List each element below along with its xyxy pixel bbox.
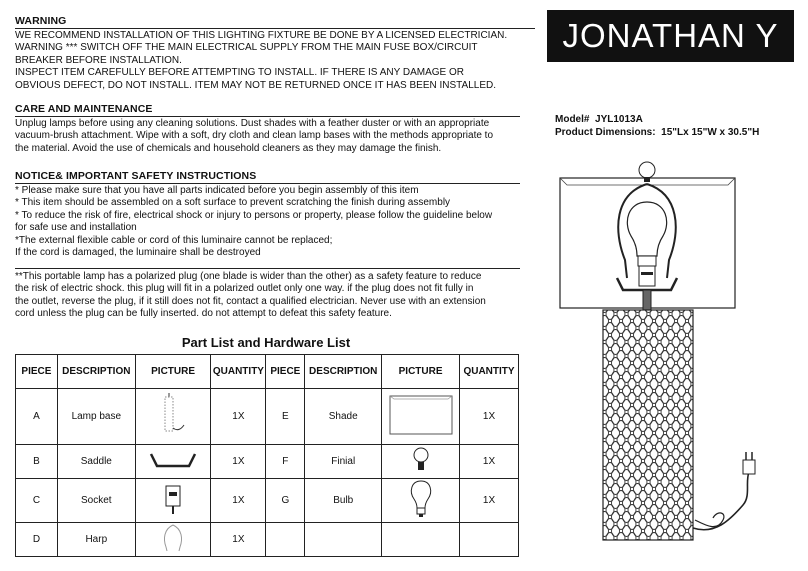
parts-title: Part List and Hardware List: [181, 335, 351, 350]
lamp-base-icon: [158, 392, 188, 438]
care-text: [15, 118, 493, 155]
col-header: QUANTITY: [460, 355, 519, 389]
description-cell: Shade: [305, 389, 382, 445]
warning-text: [15, 30, 507, 92]
description-cell: Finial: [305, 445, 382, 479]
col-header: PICTURE: [135, 355, 211, 389]
care-line: Unplug lamps before using any cleaning solutions. Dust shades with a feather duster or with an appropriate: [15, 118, 490, 129]
socket-icon: [163, 482, 183, 516]
warning-line: OBVIOUS DEFECT, DO NOT INSTALL. ITEM MAY NOT BE RETURNED ONCE IT HAS BEEN INSTALLED.: [15, 79, 497, 91]
plug-line: the outlet, reverse the plug, if it still does not fit, contact a qualified electrician. Never use with an extension: [15, 295, 486, 307]
description-cell: Harp: [57, 523, 135, 557]
care-heading: CARE AND MAINTENANCE: [15, 103, 153, 115]
safety-line: If the cord is damaged, the luminaire shall be destroyed: [15, 247, 261, 259]
piece-cell: [266, 523, 305, 557]
warning-line: BREAKER BEFORE INSTALLATION.: [15, 54, 182, 66]
description-cell: Saddle: [57, 445, 135, 479]
safety-heading: NOTICE& IMPORTANT SAFETY INSTRUCTIONS: [15, 170, 257, 182]
quantity-cell: 1X: [460, 479, 519, 523]
warning-line: INSPECT ITEM CAREFULLY BEFORE ATTEMPTING TO INSTALL. IF THERE IS ANY DAMAGE OR: [15, 67, 464, 79]
finial-icon: [411, 446, 431, 474]
piece-cell: A: [16, 389, 58, 445]
picture-cell: [382, 445, 460, 479]
quantity-cell: 1X: [211, 389, 266, 445]
shade-icon: [388, 393, 454, 437]
piece-cell: C: [16, 479, 58, 523]
picture-cell: [135, 479, 211, 523]
table-row: [16, 523, 519, 557]
model-info: [555, 113, 759, 139]
bulb-icon: [408, 479, 434, 519]
quantity-cell: 1X: [211, 479, 266, 523]
care-line: the material. Avoid the use of chemicals and household cleaners as they may damage the finish.: [15, 142, 442, 154]
plug-line: the risk of electric shock. this plug will fit in a polarized outlet only one way. if the plug does not fit fully in: [15, 283, 474, 295]
piece-cell: G: [266, 479, 305, 523]
piece-cell: F: [266, 445, 305, 479]
picture-cell: [382, 389, 460, 445]
col-header: QUANTITY: [211, 355, 266, 389]
safety-line: *The external flexible cable or cord of this luminaire cannot be replaced;: [15, 234, 333, 246]
model-label: Model#: [555, 114, 590, 125]
warning-line: WE RECOMMEND INSTALLATION OF THIS LIGHTING FIXTURE BE DONE BY A LICENSED ELECTRICIAN.: [15, 30, 508, 41]
dims-value: 15"Lx 15"W x 30.5"H: [661, 127, 760, 138]
safety-line: * Please make sure that you have all parts indicated before you begin assembly of this item: [15, 185, 419, 196]
brand-logo: JONATHAN Y: [547, 10, 794, 62]
quantity-cell: 1X: [460, 389, 519, 445]
picture-cell: [135, 445, 211, 479]
saddle-icon: [148, 448, 198, 472]
picture-cell: [135, 389, 211, 445]
table-lamp-illustration: [555, 160, 790, 565]
harp-icon: [160, 523, 186, 553]
piece-cell: E: [266, 389, 305, 445]
col-header: DESCRIPTION: [305, 355, 382, 389]
warning-line: WARNING *** SWITCH OFF THE MAIN ELECTRICAL SUPPLY FROM THE MAIN FUSE BOX/CIRCUIT: [15, 42, 478, 54]
picture-cell: [135, 523, 211, 557]
parts-table: [15, 354, 519, 557]
piece-cell: B: [16, 445, 58, 479]
description-cell: Bulb: [305, 479, 382, 523]
plug-text: [15, 271, 486, 321]
care-line: vacuum-brush attachment. Wipe with a soft, dry cloth and clean lamp bases with the methods appropriate to: [15, 130, 494, 142]
model-value: JYL1013A: [595, 114, 643, 125]
description-cell: Socket: [57, 479, 135, 523]
table-header-row: [16, 355, 519, 389]
picture-cell: [382, 523, 460, 557]
col-header: PIECE: [16, 355, 58, 389]
safety-text: [15, 185, 492, 259]
col-header: DESCRIPTION: [57, 355, 135, 389]
quantity-cell: 1X: [211, 523, 266, 557]
col-header: PICTURE: [382, 355, 460, 389]
quantity-cell: 1X: [211, 445, 266, 479]
table-row: [16, 389, 519, 445]
table-row: [16, 445, 519, 479]
dims-label: Product Dimensions:: [555, 127, 656, 138]
table-row: [16, 479, 519, 523]
quantity-cell: [460, 523, 519, 557]
col-header: PIECE: [266, 355, 305, 389]
warning-heading: WARNING: [15, 15, 67, 27]
safety-line: for safe use and installation: [15, 222, 137, 234]
description-cell: [305, 523, 382, 557]
plug-line: **This portable lamp has a polarized plug (one blade is wider than the other) as a safety feature to reduce: [15, 271, 482, 282]
piece-cell: D: [16, 523, 58, 557]
plug-line: cord unless the plug can be fully inserted. do not attempt to defeat this safety feature.: [15, 308, 392, 320]
safety-line: * To reduce the risk of fire, electrical shock or injury to persons or property, please follow the guideline below: [15, 209, 493, 221]
description-cell: Lamp base: [57, 389, 135, 445]
quantity-cell: 1X: [460, 445, 519, 479]
safety-line: * This item should be assembled on a soft surface to prevent scratching the finish during assembly: [15, 197, 451, 209]
picture-cell: [382, 479, 460, 523]
